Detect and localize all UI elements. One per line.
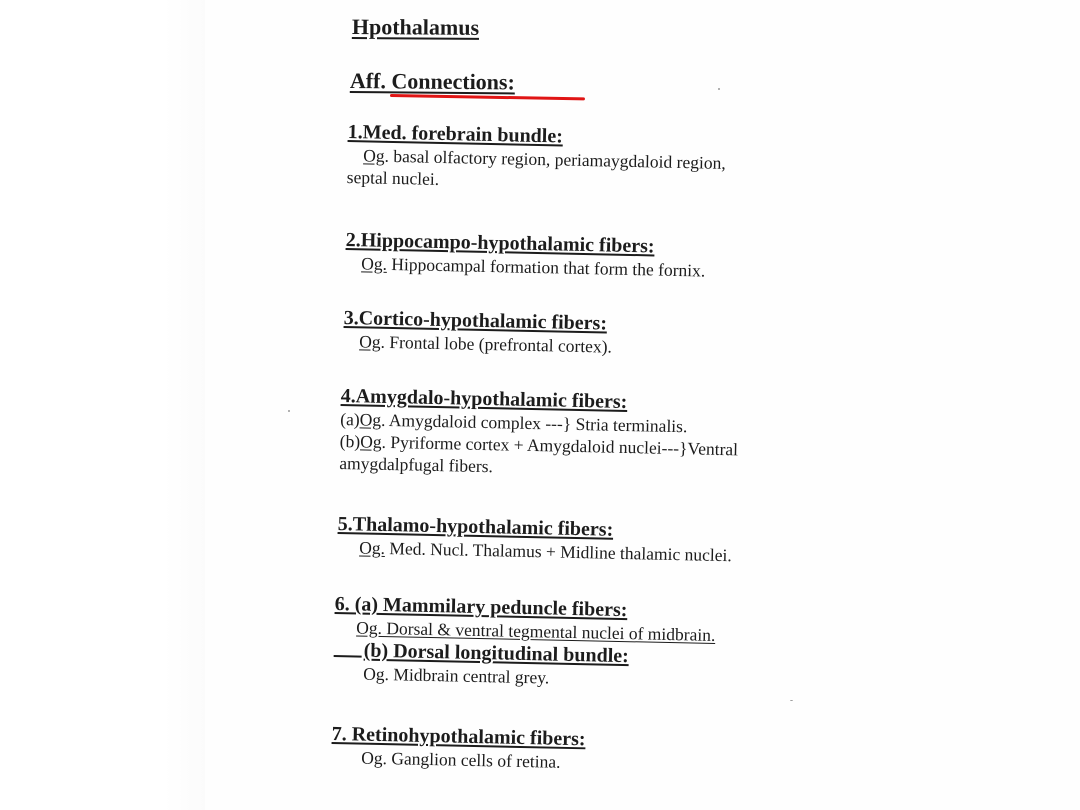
origin-label: Og (359, 331, 381, 352)
section-subtitle: Aff. Connections: (349, 68, 515, 95)
section-1 (347, 120, 727, 196)
section-heading: 2.Hippocampo-hypothalamic fibers: (345, 228, 655, 258)
section-heading: 5.Thalamo-hypothalamic fibers: (337, 512, 614, 541)
section-2 (345, 228, 706, 282)
subsection-heading: (b) Dorsal longitudinal bundle: (363, 639, 630, 668)
origin-label: Og. (361, 253, 388, 274)
section-heading: 3.Cortico-hypothalamic fibers: (343, 306, 608, 335)
scan-margin (0, 0, 205, 810)
origin-label: Og (359, 409, 382, 430)
origin-text: Og. Midbrain central grey. (363, 663, 550, 688)
section-6 (333, 592, 716, 692)
origin-text-cont: amygdalpfugal fibers. (339, 452, 494, 477)
origin-label: Og. (359, 537, 386, 558)
section-5 (337, 512, 732, 566)
origin-text: Med. Nucl. Thalamus + Midline thalamic nuclei. (384, 537, 732, 566)
dash-rule (334, 655, 362, 658)
scan-speck (790, 700, 793, 701)
section-heading: 7. Retinohypothalamic fibers: (331, 722, 586, 751)
origin-text: Og. Dorsal & ventral tegmental nuclei of midbrain. (356, 617, 716, 645)
item-b-prefix: (b) (339, 430, 361, 452)
section-heading: 6. (a) Mammilary peduncle fibers: (334, 592, 628, 622)
section-heading: 1.Med. forebrain bundle: (347, 120, 564, 148)
origin-text: Hippocampal formation that form the fornix. (386, 253, 706, 281)
origin-text: Og. Ganglion cells of retina. (361, 747, 561, 772)
origin-text: . Frontal lobe (prefrontal cortex). (380, 331, 613, 357)
section-4 (339, 384, 739, 482)
item-a-prefix: (a) (340, 408, 360, 430)
section-7 (331, 722, 586, 773)
origin-text: . Pyriforme cortex + Amygdaloid nuclei---}Ventral (381, 431, 739, 460)
origin-text: . Amygdaloid complex ---} Stria terminalis. (380, 409, 688, 437)
section-heading: 4.Amygdalo-hypothalamic fibers: (340, 384, 628, 413)
scan-speck (718, 88, 720, 90)
origin-text: . basal olfactory region, periamaygdaloid region, (384, 145, 726, 173)
origin-label: Og (359, 431, 382, 452)
document-title: Hpothalamus (351, 14, 480, 40)
origin-text-cont: septal nuclei. (346, 166, 440, 189)
origin-label: Og (363, 145, 385, 166)
scan-speck (288, 410, 290, 412)
section-3 (343, 306, 613, 358)
